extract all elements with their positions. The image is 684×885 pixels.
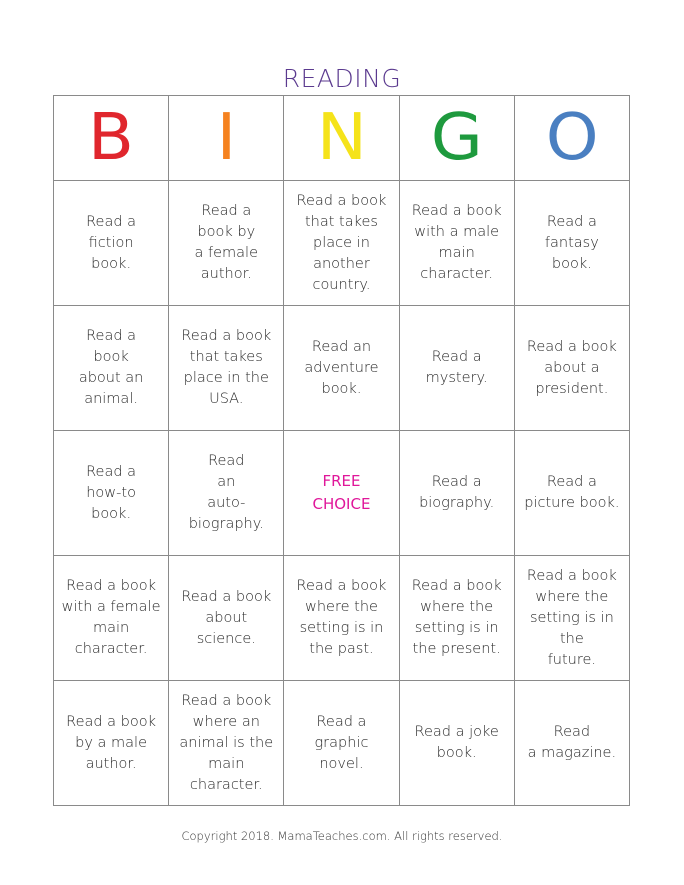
bingo-cell[interactable] [284,306,399,431]
bingo-row-4 [54,556,630,681]
bingo-cell[interactable] [169,681,284,806]
cell-label: Read a book by a female author. [194,203,259,282]
letter-g: G [430,101,483,175]
bingo-header-row [54,96,630,181]
cell-label: Read a graphic novel. [314,713,369,772]
cell-label: Read a picture book. [524,474,620,511]
cell-label: Read a book about science. [181,588,272,647]
bingo-cell[interactable] [54,556,169,681]
cell-label: Read an adventure book. [304,338,379,397]
cell-label: Read a book about a president. [526,338,617,397]
bingo-cell[interactable] [169,556,284,681]
bingo-cell[interactable] [514,431,629,556]
bingo-cell[interactable] [399,306,514,431]
bingo-cell[interactable] [284,181,399,306]
bingo-cell[interactable] [54,181,169,306]
bingo-row-1 [54,181,630,306]
bingo-cell[interactable] [284,681,399,806]
letter-n: N [316,101,367,175]
free-choice-cell[interactable] [284,431,399,556]
letter-i: I [216,101,237,175]
copyright-footer: Copyright 2018. MamaTeaches.com. All rights reserved. [181,829,503,843]
page-title: READING [282,64,402,93]
bingo-board [53,95,630,806]
cell-label: Read an auto- biography. [188,453,264,532]
bingo-cell[interactable] [514,556,629,681]
cell-label: Read a mystery. [425,349,488,386]
bingo-cell[interactable] [284,556,399,681]
bingo-cell[interactable] [399,556,514,681]
cell-label: Read a book with a female main character. [61,578,161,657]
bingo-cell[interactable] [169,181,284,306]
letter-b: B [88,101,135,175]
cell-label: Read a book where the setting is in the present. [411,578,502,657]
free-choice-label: FREE CHOICE [312,472,371,513]
bingo-cell[interactable] [514,681,629,806]
cell-label: Read a joke book. [414,724,499,761]
bingo-cell[interactable] [54,306,169,431]
bingo-cell[interactable] [169,306,284,431]
bingo-cell[interactable] [399,181,514,306]
letter-o: O [545,101,599,175]
cell-label: Read a magazine. [527,724,617,761]
bingo-cell[interactable] [514,181,629,306]
bingo-cell[interactable] [399,431,514,556]
cell-label: Read a book that takes place in the USA. [181,328,272,407]
cell-label: Read a book that takes place in another country. [296,192,387,293]
bingo-cell[interactable] [514,306,629,431]
cell-label: Read a book where the setting is in the future. [526,567,617,668]
bingo-cell[interactable] [54,681,169,806]
bingo-cell[interactable] [54,431,169,556]
header-cell-n [284,96,399,181]
bingo-row-3 [54,431,630,556]
cell-label: Read a how-to book. [86,463,137,522]
cell-label: Read a book by a male author. [66,713,157,772]
bingo-cell[interactable] [399,681,514,806]
bingo-cell[interactable] [169,431,284,556]
cell-label: Read a book about an animal. [78,328,144,407]
cell-label: Read a fiction book. [86,213,137,272]
header-cell-g [399,96,514,181]
cell-label: Read a fantasy book. [544,213,599,272]
bingo-row-2 [54,306,630,431]
cell-label: Read a book where the setting is in the past. [296,578,387,657]
cell-label: Read a book where an animal is the main character. [179,692,274,793]
bingo-row-5 [54,681,630,806]
header-cell-i [169,96,284,181]
cell-label: Read a biography. [419,474,495,511]
cell-label: Read a book with a male main character. [411,203,502,282]
header-cell-b [54,96,169,181]
header-cell-o [514,96,629,181]
